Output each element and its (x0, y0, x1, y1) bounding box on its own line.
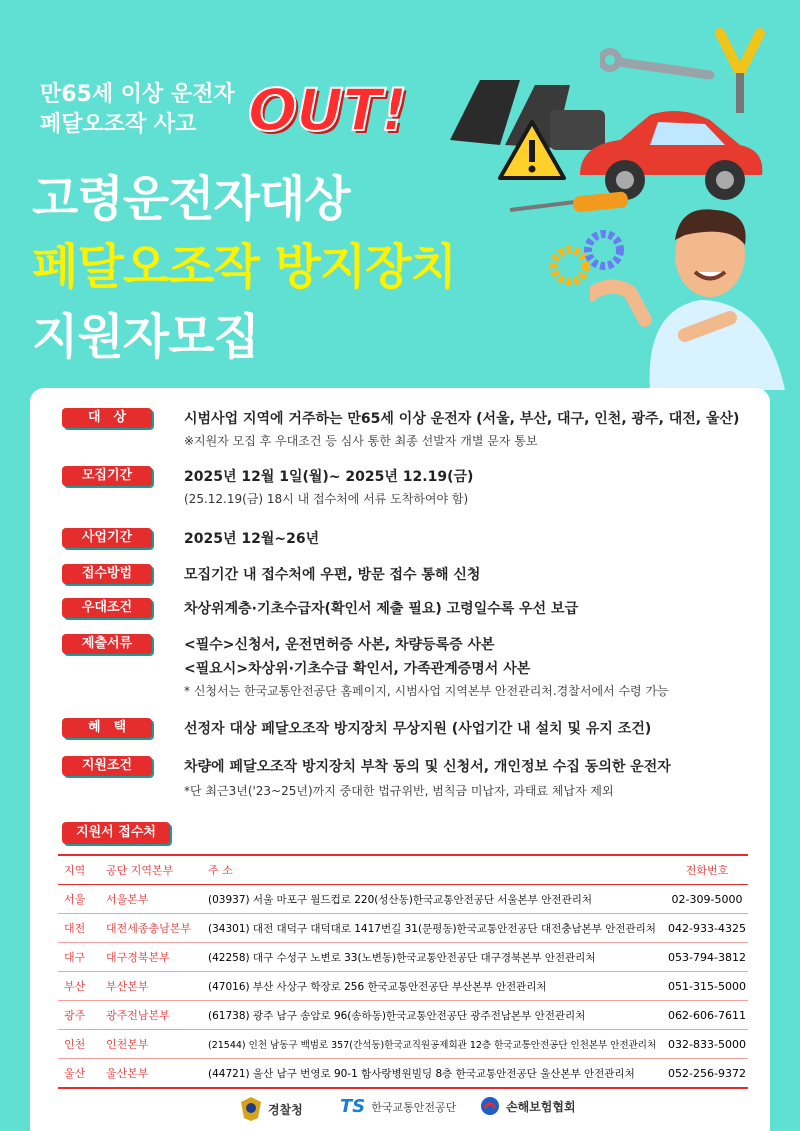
hero-subtitle (40, 80, 235, 140)
cell-branch: 광주전남본부 (105, 1001, 207, 1030)
section-tag: 대 상 (62, 408, 152, 428)
cell-region: 대전 (58, 914, 105, 943)
cell-phone: 053-794-3812 (666, 943, 748, 972)
cell-address: (44721) 울산 남구 번영로 90-1 함사랑병원빌딩 8층 한국교통안전공단 울산본부 안전관리처 (207, 1059, 666, 1089)
hero-line-1: 만65세 이상 운전자 (40, 82, 235, 107)
cell-address: (21544) 인천 남동구 백범로 357(간석동)한국교직원공제회관 12층 한국교통안전공단 인천본부 안전관리처 (207, 1030, 666, 1059)
hero-line-2: 페달오조작 사고 (40, 112, 197, 137)
cell-phone: 02-309-5000 (666, 885, 748, 914)
section-text: 2025년 12월~26년 (184, 531, 320, 547)
police-emblem-icon (240, 1096, 262, 1122)
section-note: (25.12.19(금) 18시 내 접수처에 서류 도착하여야 함) (184, 492, 469, 506)
section-tag: 모집기간 (62, 466, 152, 486)
warning-icon (497, 118, 567, 183)
section-tag: 사업기간 (62, 528, 152, 548)
table-row (58, 943, 748, 972)
cell-phone: 062-606-7611 (666, 1001, 748, 1030)
cell-region: 대구 (58, 943, 105, 972)
cell-phone: 042-933-4325 (666, 914, 748, 943)
cell-address: (03937) 서울 마포구 월드컵로 220(성산동)한국교통안전공단 서울본부 안전관리처 (207, 885, 666, 914)
section-tag: 혜 택 (62, 718, 152, 738)
header-region: 지역 (58, 855, 105, 885)
section-tag: 지원조건 (62, 756, 152, 776)
cell-phone: 051-315-5000 (666, 972, 748, 1001)
title-line-1: 고령운전자대상 (32, 171, 350, 227)
table-row (58, 1030, 748, 1059)
hero-banner (0, 0, 800, 390)
section-note: * 신청서는 한국교통안전공단 홈페이지, 시범사업 지역본부 안전관리처.경찰서에서 수령 가능 (184, 684, 669, 698)
table-title: 지원서 접수처 (62, 822, 170, 844)
ts-mark: TS (340, 1096, 366, 1117)
insurance-label: 손해보험협회 (506, 1099, 576, 1114)
section-note: *단 최근3년('23~25년)까지 중대한 법규위반, 범칙금 미납자, 과태료 체납자 제외 (184, 784, 614, 798)
cell-address: (42258) 대구 수성구 노변로 33(노변동)한국교통안전공단 대구경북본부 안전관리처 (207, 943, 666, 972)
table-row (58, 914, 748, 943)
table-row (58, 1001, 748, 1030)
cell-region: 울산 (58, 1059, 105, 1089)
cell-branch: 울산본부 (105, 1059, 207, 1089)
header-branch: 공단 지역본부 (105, 855, 207, 885)
footer-logos (30, 1088, 770, 1128)
ts-label: 한국교통안전공단 (371, 1100, 457, 1114)
table-header-row (58, 855, 748, 885)
cell-branch: 부산본부 (105, 972, 207, 1001)
section-text: 시범사업 지역에 거주하는 만65세 이상 운전자 (서울, 부산, 대구, 인천, 광주, 대전, 울산) (184, 411, 740, 427)
section-text: <필수>신청서, 운전면허증 사본, 차량등록증 사본 (184, 637, 495, 653)
header-address: 주 소 (207, 855, 666, 885)
insurance-emblem-icon (480, 1096, 500, 1116)
out-headline: OUT! (248, 76, 407, 144)
cell-region: 인천 (58, 1030, 105, 1059)
cell-address: (34301) 대전 대덕구 대덕대로 1417번길 31(문평동)한국교통안전공단 대전충남본부 안전관리처 (207, 914, 666, 943)
section-text: 차량에 페달오조작 방지장치 부착 동의 및 신청서, 개인정보 수집 동의한 운전자 (184, 759, 671, 775)
cell-phone: 052-256-9372 (666, 1059, 748, 1089)
cell-branch: 인천본부 (105, 1030, 207, 1059)
section-text: 모집기간 내 접수처에 우편, 방문 접수 통해 신청 (184, 567, 481, 583)
section-tag: 우대조건 (62, 598, 152, 618)
man-pointing-illustration (590, 200, 800, 390)
cell-address: (47016) 부산 사상구 학장로 256 한국교통안전공단 부산본부 안전관리처 (207, 972, 666, 1001)
table-body (58, 885, 748, 1089)
ts-logo (340, 1096, 456, 1117)
cell-branch: 대구경북본부 (105, 943, 207, 972)
title-line-3: 지원자모집 (32, 309, 259, 365)
section-note: ※지원자 모집 후 우대조건 등 심사 통한 최종 선발자 개별 문자 통보 (184, 434, 538, 448)
section-text: 선정자 대상 페달오조작 방지장치 무상지원 (사업기간 내 설치 및 유지 조건) (184, 721, 652, 737)
table-row (58, 1059, 748, 1089)
cell-phone: 032-833-5000 (666, 1030, 748, 1059)
pliers-icon (700, 28, 780, 118)
section-text: 차상위계층·기초수급자(확인서 제출 필요) 고령일수록 우선 보급 (184, 601, 579, 617)
table-row (58, 972, 748, 1001)
header-phone: 전화번호 (666, 855, 748, 885)
cell-region: 서울 (58, 885, 105, 914)
cell-address: (61738) 광주 남구 송암로 96(송하동)한국교통안전공단 광주전남본부 안전관리처 (207, 1001, 666, 1030)
section-tag: 접수방법 (62, 564, 152, 584)
section-tag: 제출서류 (62, 634, 152, 654)
section-note: <필요시>차상위·기초수급 확인서, 가족관계증명서 사본 (184, 661, 531, 677)
info-card (30, 388, 770, 1131)
cell-branch: 대전세종충남본부 (105, 914, 207, 943)
police-label: 경찰청 (268, 1102, 303, 1117)
table-row (58, 885, 748, 914)
title-line-2: 페달오조작 방지장치 (32, 239, 457, 295)
cell-branch: 서울본부 (105, 885, 207, 914)
section-text: 2025년 12월 1일(월)~ 2025년 12.19(금) (184, 469, 474, 485)
cell-region: 광주 (58, 1001, 105, 1030)
insurance-logo (480, 1096, 576, 1116)
cell-region: 부산 (58, 972, 105, 1001)
application-office-table (58, 854, 748, 1089)
police-logo (240, 1096, 303, 1122)
